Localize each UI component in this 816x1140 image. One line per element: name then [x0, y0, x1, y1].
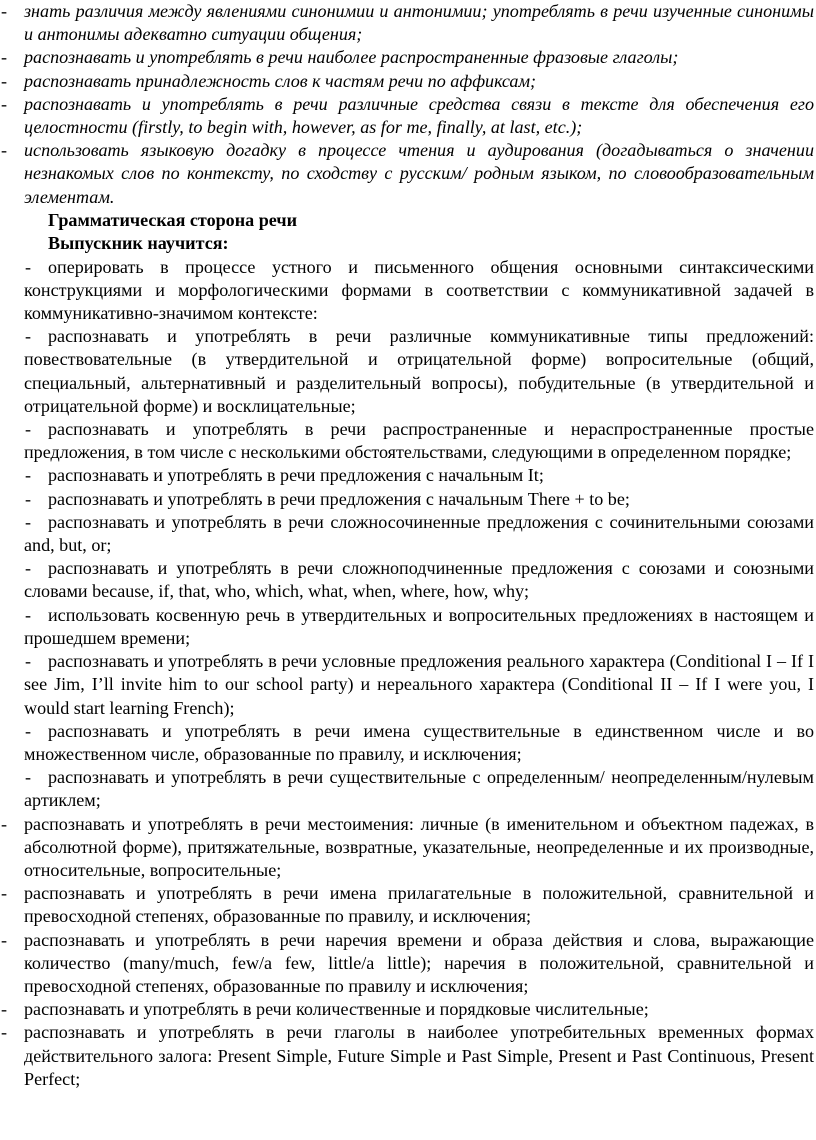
list-item-text: распознавать и употреблять в речи глаголы в наиболее употребительных временных формах действительного залога: Present Simple, Future Simple и Past Simple, Present и Past Continuous, Present Perfect; — [24, 1022, 814, 1089]
list-item-text: использовать языковую догадку в процессе чтения и аудирования (догадываться о значении незнакомых слов по контексту, по сходству с русским/ родным языком, по словообразовательным элементам. — [24, 140, 814, 207]
list-item — [0, 93, 816, 139]
bullet-dash: - — [1, 999, 8, 1020]
list-item — [0, 604, 816, 650]
bullet-dash: - — [25, 511, 32, 532]
list-item — [0, 882, 816, 928]
grammar-skills-list — [0, 256, 816, 813]
list-item — [0, 813, 816, 883]
bullet-dash: - — [1, 1022, 8, 1043]
list-item — [0, 766, 816, 812]
list-item-text: распознавать и употреблять в речи условные предложения реального характера (Conditional I – If I see Jim, I’ll invite him to our school party) и нереального характера (Conditional II – If I were you, I would start learning French); — [24, 651, 814, 718]
bullet-dash: - — [1, 140, 8, 161]
bullet-dash: - — [25, 326, 32, 347]
list-item — [0, 557, 816, 603]
list-item-text: распознавать и употреблять в речи наиболее распространенные фразовые глаголы; — [24, 47, 679, 68]
bullet-dash: - — [25, 256, 32, 277]
grammar-skills-list-continued — [0, 813, 816, 1091]
bullet-dash: - — [25, 720, 32, 741]
list-item — [0, 325, 816, 418]
list-item — [0, 511, 816, 557]
list-item — [0, 0, 816, 46]
list-item-text: распознавать и употреблять в речи местоимения: личные (в именительном и объектном падежах, в абсолютной форме), притяжательные, возвратные, указательные, неопределенные и их производные, относительные, вопросительные; — [24, 813, 814, 880]
bullet-dash: - — [25, 604, 32, 625]
bullet-dash: - — [1, 1, 8, 21]
list-item — [0, 70, 816, 93]
bullet-dash: - — [25, 767, 32, 788]
list-item-text: использовать косвенную речь в утвердительных и вопросительных предложениях в настоящем и прошедшем времени; — [24, 604, 814, 648]
list-item-text: распознавать и употреблять в речи имена прилагательные в положительной, сравнительной и превосходной степенях, образованные по правилу, и исключения; — [24, 883, 814, 927]
list-item-text: распознавать и употреблять в речи существительные с определенным/ неопределенным/нулевым артиклем; — [24, 767, 814, 811]
list-item — [0, 418, 816, 464]
bullet-dash: - — [25, 419, 32, 440]
list-item — [0, 464, 816, 487]
list-item — [0, 256, 816, 326]
list-item-text: распознавать и употреблять в речи сложноподчиненные предложения с союзами и союзными словами because, if, that, who, which, what, when, where, how, why; — [24, 558, 814, 602]
list-item-text: распознавать и употреблять в речи сложносочиненные предложения с сочинительными союзами and, but, or; — [24, 511, 814, 556]
list-item-text: знать различия между явлениями синонимии и антонимии; употреблять в речи изученные синонимы и антонимы адекватно ситуации общения; — [24, 1, 814, 45]
bullet-dash: - — [25, 488, 32, 509]
bullet-dash: - — [25, 651, 32, 672]
section-subtitle: Выпускник научится: — [48, 233, 229, 254]
list-item-text: распознавать и употреблять в речи предложения с начальным There + to be; — [48, 488, 630, 509]
list-item-text: распознавать и употреблять в речи имена существительные в единственном числе и во множественном числе, образованные по правилу, и исключения; — [24, 720, 814, 764]
bullet-dash: - — [25, 465, 32, 486]
list-item — [0, 720, 816, 766]
list-item — [0, 46, 816, 69]
list-item-text: распознавать и употреблять в речи наречия времени и образа действия и слова, выражающие количество (many/much, few/a few, little/a little); наречия в положительной, сравнительной и превосходной степенях, образованные по правилу и исключения; — [24, 929, 814, 996]
list-item — [0, 1021, 816, 1091]
bullet-dash: - — [1, 883, 8, 904]
list-item-text: распознавать принадлежность слов к частям речи по аффиксам; — [24, 70, 537, 91]
bullet-dash: - — [1, 929, 8, 950]
section-title: Грамматическая сторона речи — [48, 209, 298, 230]
list-item-text: распознавать и употреблять в речи различные средства связи в тексте для обеспечения его целостности (firstly, to begin with, however, as for me, finally, at last, etc.); — [24, 93, 814, 138]
bullet-dash: - — [1, 70, 8, 91]
bullet-dash: - — [1, 93, 8, 114]
bullet-dash: - — [1, 813, 8, 834]
vocabulary-skills-list — [0, 0, 816, 209]
list-item-text: распознавать и употреблять в речи распространенные и нераспространенные простые предложения, в том числе с несколькими обстоятельствами, следующими в определенном порядке; — [24, 419, 814, 463]
list-item — [0, 488, 816, 511]
list-item — [0, 929, 816, 999]
list-item — [0, 650, 816, 720]
list-item-text: оперировать в процессе устного и письменного общения основными синтаксическими конструкциями и морфологическими формами в соответствии с коммуникативной задачей в коммуникативно-значимом контексте: — [24, 256, 814, 324]
list-item-text: распознавать и употреблять в речи количественные и порядковые числительные; — [24, 999, 649, 1020]
list-item — [0, 139, 816, 209]
list-item — [0, 998, 816, 1021]
list-item-text: распознавать и употреблять в речи предложения с начальным It; — [48, 465, 544, 486]
bullet-dash: - — [1, 47, 8, 68]
bullet-dash: - — [25, 558, 32, 579]
list-item-text: распознавать и употреблять в речи различные коммуникативные типы предложений: повествовательные (в утвердительной и отрицательной форме) вопросительные (общий, специальный, альтернативный и разделительный вопросы), побудительные (в утвердительной и отрицательной форме) и восклицательные; — [24, 326, 814, 416]
